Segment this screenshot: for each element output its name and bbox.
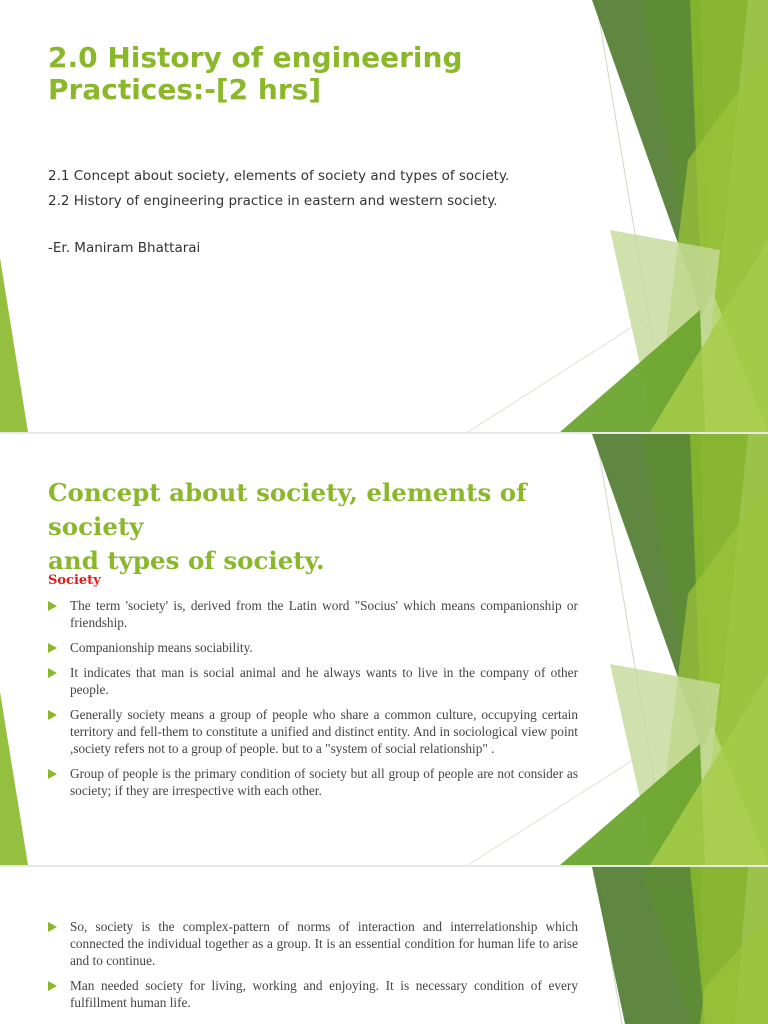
author-name: -Er. Maniram Bhattarai	[48, 240, 201, 256]
title-line-1: Concept about society, elements of society	[48, 478, 527, 541]
bullet-arrow-icon	[48, 643, 57, 653]
list-item-text: The term 'society' is, derived from the Latin word "Socius' which means companionship or friendship.	[70, 598, 578, 630]
slide-1	[0, 0, 768, 432]
subtitle-block	[48, 164, 509, 214]
list-item	[48, 664, 578, 698]
list-item-text: Group of people is the primary condition of society but all group of people are not consider as society; if they are irrespective with each other.	[70, 766, 578, 798]
bullet-arrow-icon	[48, 981, 57, 991]
bullet-arrow-icon	[48, 769, 57, 779]
list-item	[48, 765, 578, 799]
section-heading: Society	[48, 573, 101, 588]
title-line-2: and types of society.	[48, 546, 325, 575]
list-item	[48, 706, 578, 757]
list-item	[48, 918, 578, 969]
title-line-1: 2.0 History of engineering	[48, 41, 463, 74]
title-line-2: Practices:-[2 hrs]	[48, 73, 322, 106]
bullet-list	[48, 597, 578, 807]
bullet-list	[48, 918, 578, 1019]
bullet-arrow-icon	[48, 710, 57, 720]
slide-2-title	[48, 476, 578, 578]
bullet-arrow-icon	[48, 922, 57, 932]
list-item-text: So, society is the complex-pattern of norms of interaction and interrelationship which connected the individual together as a group. It is an essential condition for human life to arise and to continue.	[70, 919, 578, 968]
list-item-text: Companionship means sociability.	[70, 640, 253, 655]
list-item	[48, 597, 578, 631]
list-item	[48, 977, 578, 1011]
list-item-text: It indicates that man is social animal and he always wants to live in the company of other people.	[70, 665, 578, 697]
subtitle-item: 2.1 Concept about society, elements of society and types of society.	[48, 168, 510, 184]
slide-title	[48, 42, 463, 106]
bullet-arrow-icon	[48, 601, 57, 611]
list-item	[48, 639, 578, 656]
bullet-arrow-icon	[48, 668, 57, 678]
list-item-text: Man needed society for living, working and enjoying. It is necessary condition of every fulfillment human life.	[70, 978, 578, 1010]
subtitle-item: 2.2 History of engineering practice in eastern and western society.	[48, 193, 498, 209]
list-item-text: Generally society means a group of people who share a common culture, occupying certain territory and fell-them to constitute a unified and distinct entity. And in sociological view point ,society refers not to a group of people. but to a "system of social relationship" .	[70, 707, 578, 756]
